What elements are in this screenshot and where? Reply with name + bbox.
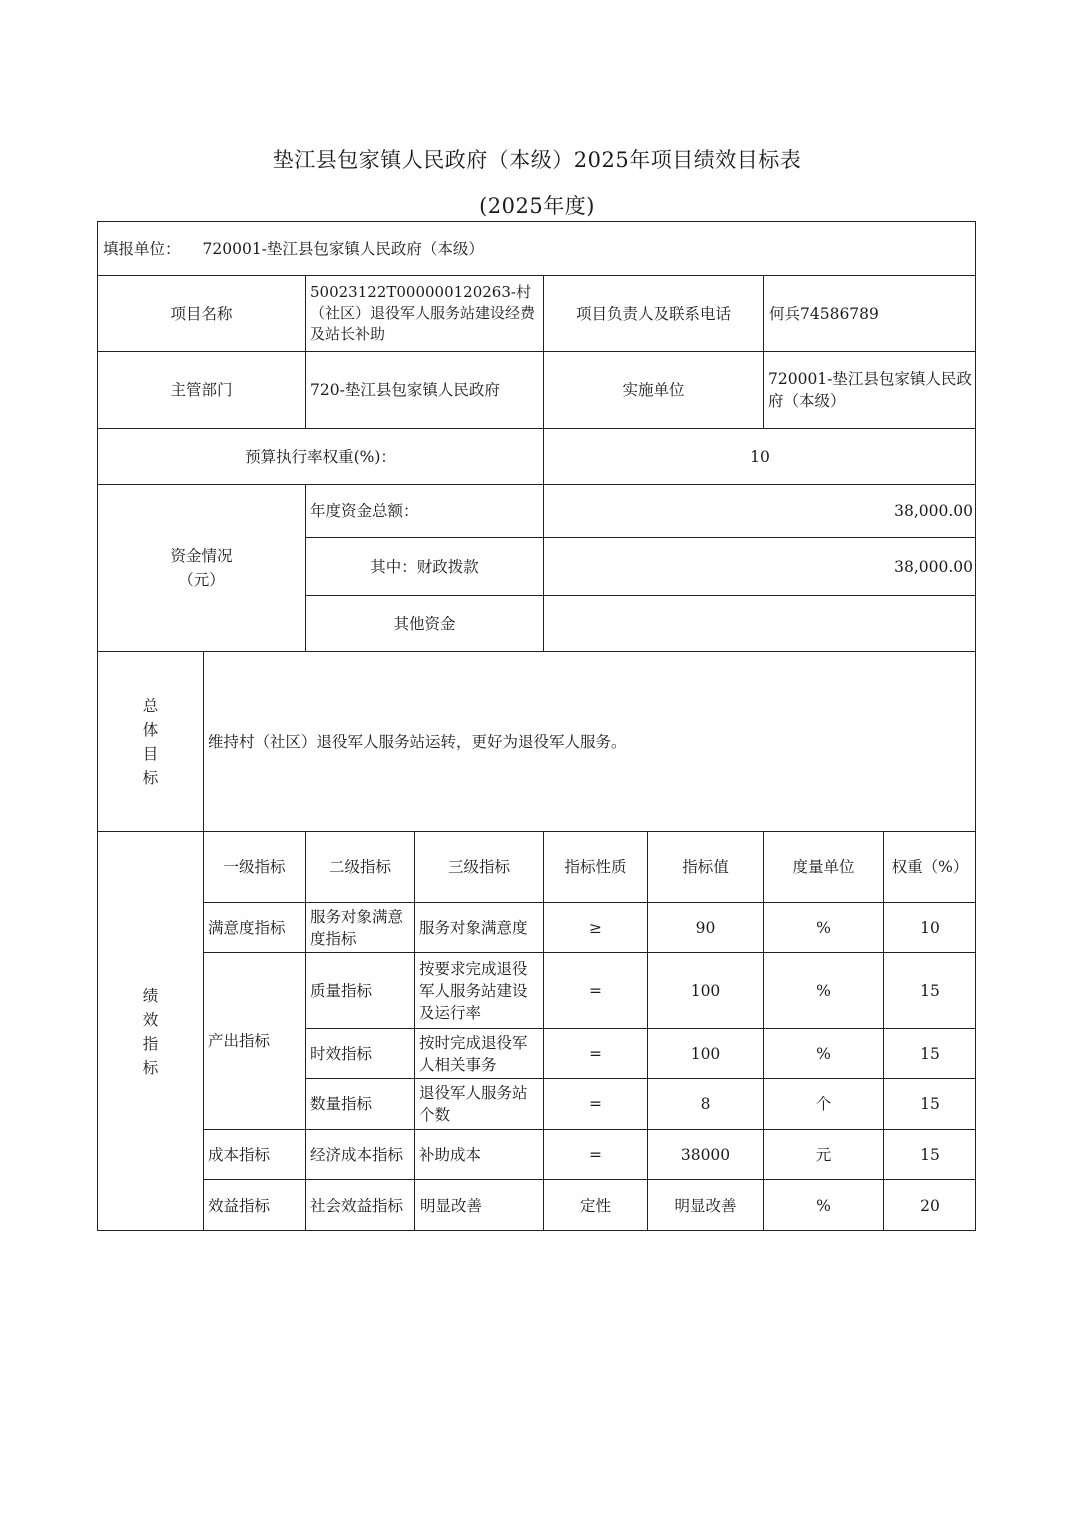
row2-weight: 15 [883, 1028, 976, 1078]
contact-value: 何兵74586789 [763, 275, 976, 351]
funds-other-label: 其他资金 [305, 595, 543, 651]
row0-nature: ≥ [543, 902, 647, 952]
row2-nature: = [543, 1028, 647, 1078]
goal-label [97, 651, 203, 831]
goal-label-char: 目 [142, 744, 159, 763]
row5-level2: 社会效益指标 [305, 1179, 414, 1231]
row0-value: 90 [647, 902, 763, 952]
project-name-label: 项目名称 [97, 275, 305, 351]
indicators-label [97, 831, 203, 1231]
level1-output: 产出指标 [203, 952, 305, 1129]
funds-label-line2: （元） [178, 571, 225, 589]
row4-nature: = [543, 1129, 647, 1179]
row5-unit: % [763, 1179, 883, 1231]
impl-label: 实施单位 [543, 351, 763, 428]
row0-level2: 服务对象满意度指标 [305, 902, 414, 952]
indicators-label-char: 指 [142, 1034, 159, 1053]
funds-fiscal-label: 其中：财政拨款 [305, 537, 543, 595]
goal-label-char: 体 [142, 720, 159, 739]
row1-level2: 质量指标 [305, 952, 414, 1028]
row0-level3: 服务对象满意度 [414, 902, 543, 952]
row1-unit: % [763, 952, 883, 1028]
row5-weight: 20 [883, 1179, 976, 1231]
funds-total-label: 年度资金总额： [305, 484, 543, 537]
row5-level3: 明显改善 [414, 1179, 543, 1231]
impl-value: 720001-垫江县包家镇人民政府（本级） [763, 351, 976, 428]
page-subtitle: (2025年度) [479, 194, 595, 218]
filler-value: 720001-垫江县包家镇人民政府（本级） [202, 239, 484, 258]
row4-weight: 15 [883, 1129, 976, 1179]
row3-unit: 个 [763, 1078, 883, 1129]
row5-nature: 定性 [543, 1179, 647, 1231]
row0-unit: % [763, 902, 883, 952]
dept-label: 主管部门 [97, 351, 305, 428]
contact-label: 项目负责人及联系电话 [543, 275, 763, 351]
funds-label [97, 484, 305, 651]
dept-value: 720-垫江县包家镇人民政府 [305, 351, 543, 428]
level1-satisfaction: 满意度指标 [203, 902, 305, 952]
row3-weight: 15 [883, 1078, 976, 1129]
row2-level3: 按时完成退役军人相关事务 [414, 1028, 543, 1078]
header-level3: 三级指标 [414, 831, 543, 902]
level1-benefit: 效益指标 [203, 1179, 305, 1231]
indicators-label-char: 标 [142, 1058, 159, 1077]
header-nature: 指标性质 [543, 831, 647, 902]
row1-nature: = [543, 952, 647, 1028]
project-name-value: 50023122T000000120263-村（社区）退役军人服务站建设经费及站长补助 [305, 275, 543, 351]
row3-level2: 数量指标 [305, 1078, 414, 1129]
row0-weight: 10 [883, 902, 976, 952]
budget-weight-value: 10 [543, 428, 976, 484]
indicators-label-char: 效 [142, 1010, 159, 1029]
row1-level3: 按要求完成退役军人服务站建设及运行率 [414, 952, 543, 1028]
filler-label: 填报单位： [103, 239, 181, 258]
funds-fiscal-value: 38,000.00 [543, 537, 976, 595]
filler-row [97, 221, 976, 275]
page-title: 垫江县包家镇人民政府（本级）2025年项目绩效目标表 [272, 148, 802, 172]
row1-weight: 15 [883, 952, 976, 1028]
row3-value: 8 [647, 1078, 763, 1129]
header-weight: 权重（%） [883, 831, 976, 902]
funds-label-line1: 资金情况 [170, 547, 233, 565]
row5-value: 明显改善 [647, 1179, 763, 1231]
row4-value: 38000 [647, 1129, 763, 1179]
row4-unit: 元 [763, 1129, 883, 1179]
row3-nature: = [543, 1078, 647, 1129]
row4-level3: 补助成本 [414, 1129, 543, 1179]
goal-text: 维持村（社区）退役军人服务站运转，更好为退役军人服务。 [203, 651, 976, 831]
row2-level2: 时效指标 [305, 1028, 414, 1078]
row2-unit: % [763, 1028, 883, 1078]
row4-level2: 经济成本指标 [305, 1129, 414, 1179]
budget-weight-label: 预算执行率权重(%)： [97, 428, 543, 484]
indicators-label-char: 绩 [142, 986, 159, 1005]
header-value: 指标值 [647, 831, 763, 902]
goal-label-char: 总 [142, 696, 159, 715]
header-level2: 二级指标 [305, 831, 414, 902]
row1-value: 100 [647, 952, 763, 1028]
funds-other-value [543, 595, 976, 651]
row2-value: 100 [647, 1028, 763, 1078]
goal-label-char: 标 [142, 768, 159, 787]
level1-cost: 成本指标 [203, 1129, 305, 1179]
header-unit: 度量单位 [763, 831, 883, 902]
funds-total-value: 38,000.00 [543, 484, 976, 537]
row3-level3: 退役军人服务站个数 [414, 1078, 543, 1129]
header-level1: 一级指标 [203, 831, 305, 902]
